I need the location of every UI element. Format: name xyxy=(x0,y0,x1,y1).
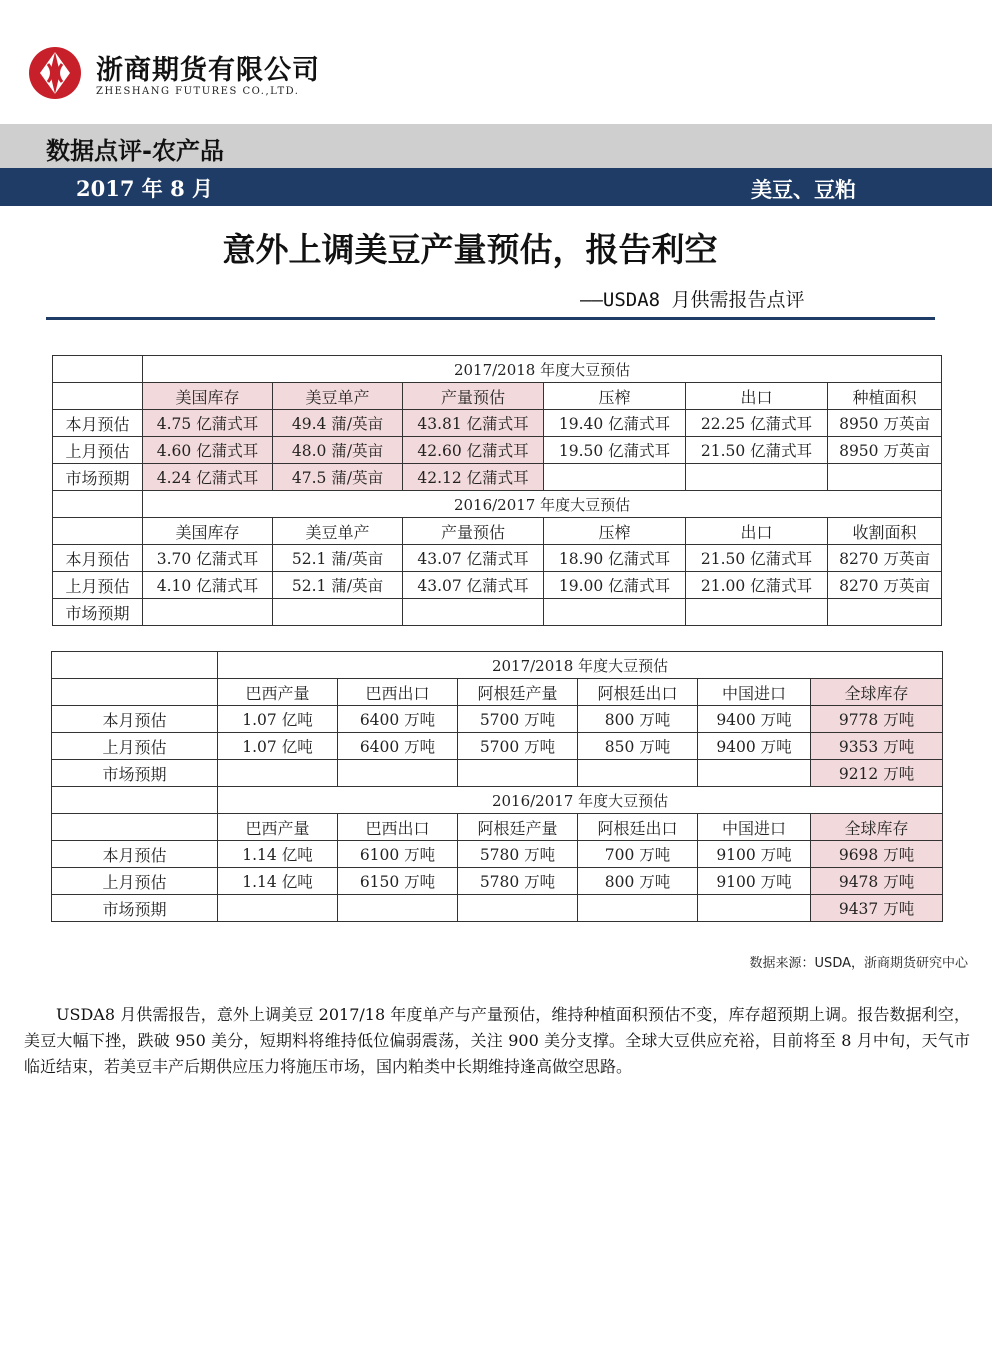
table-cell xyxy=(218,895,338,922)
data-source: 数据来源：USDA，浙商期货研究中心 xyxy=(749,956,968,971)
title-divider xyxy=(46,317,935,320)
table-cell: 19.00 亿蒲式耳 xyxy=(544,572,686,599)
table-cell: 47.5 蒲/英亩 xyxy=(273,464,403,491)
column-header: 美国库存 xyxy=(143,518,273,545)
table-cell xyxy=(698,760,811,787)
table-cell: 49.4 蒲/英亩 xyxy=(273,410,403,437)
table-cell: 5700 万吨 xyxy=(458,733,578,760)
table-cell: 18.90 亿蒲式耳 xyxy=(544,545,686,572)
row-label: 市场预期 xyxy=(52,760,218,787)
table-cell: 9778 万吨 xyxy=(811,706,943,733)
table-cell: 8950 万英亩 xyxy=(828,437,942,464)
company-name-en: ZHESHANG FUTURES CO.,LTD. xyxy=(96,86,300,97)
column-header: 产量预估 xyxy=(403,383,544,410)
corner-cell xyxy=(53,518,143,545)
table-cell: 1.07 亿吨 xyxy=(218,706,338,733)
table-row xyxy=(52,706,943,733)
table-cell: 6400 万吨 xyxy=(338,733,458,760)
table-cell: 21.00 亿蒲式耳 xyxy=(686,572,828,599)
column-header: 阿根廷出口 xyxy=(578,679,698,706)
column-header: 全球库存 xyxy=(811,814,943,841)
section-caption: 2017/2018 年度大豆预估 xyxy=(143,356,942,383)
table-row xyxy=(52,760,943,787)
column-header: 压榨 xyxy=(544,518,686,545)
column-header: 阿根廷产量 xyxy=(458,814,578,841)
corner-cell xyxy=(53,356,143,383)
table-cell: 9698 万吨 xyxy=(811,841,943,868)
table-cell xyxy=(273,599,403,626)
column-header-row xyxy=(52,679,943,706)
corner-cell xyxy=(52,652,218,679)
column-header: 出口 xyxy=(686,383,828,410)
table-cell xyxy=(458,760,578,787)
column-header-row xyxy=(52,814,943,841)
column-header-row xyxy=(53,383,942,410)
table-row xyxy=(53,572,942,599)
table-row xyxy=(52,868,943,895)
table-cell: 42.60 亿蒲式耳 xyxy=(403,437,544,464)
table-cell: 1.07 亿吨 xyxy=(218,733,338,760)
section-caption: 2016/2017 年度大豆预估 xyxy=(143,491,942,518)
corner-cell xyxy=(52,814,218,841)
table-cell: 21.50 亿蒲式耳 xyxy=(686,437,828,464)
column-header: 美豆单产 xyxy=(273,518,403,545)
table-cell: 6100 万吨 xyxy=(338,841,458,868)
report-type-band xyxy=(0,124,992,168)
table-cell: 1.14 亿吨 xyxy=(218,868,338,895)
row-label: 本月预估 xyxy=(53,545,143,572)
commentary-paragraph xyxy=(24,1002,970,1080)
table-cell xyxy=(338,895,458,922)
table-cell: 4.75 亿蒲式耳 xyxy=(143,410,273,437)
table-cell: 850 万吨 xyxy=(578,733,698,760)
column-header: 巴西出口 xyxy=(338,814,458,841)
table-cell xyxy=(698,895,811,922)
table-cell: 700 万吨 xyxy=(578,841,698,868)
section-caption: 2016/2017 年度大豆预估 xyxy=(218,787,943,814)
table-row xyxy=(53,410,942,437)
table-cell: 5780 万吨 xyxy=(458,841,578,868)
column-header: 巴西产量 xyxy=(218,679,338,706)
row-label: 本月预估 xyxy=(52,841,218,868)
table-row xyxy=(53,545,942,572)
report-category: 美豆、豆粕 xyxy=(751,178,856,202)
row-label: 本月预估 xyxy=(52,706,218,733)
table-cell: 19.40 亿蒲式耳 xyxy=(544,410,686,437)
table-cell: 9212 万吨 xyxy=(811,760,943,787)
table-cell: 8270 万英亩 xyxy=(828,545,942,572)
table-cell: 6150 万吨 xyxy=(338,868,458,895)
row-label: 上月预估 xyxy=(52,733,218,760)
table-cell: 800 万吨 xyxy=(578,868,698,895)
table-row xyxy=(52,841,943,868)
table-cell: 48.0 蒲/英亩 xyxy=(273,437,403,464)
row-label: 上月预估 xyxy=(52,868,218,895)
table-cell: 42.12 亿蒲式耳 xyxy=(403,464,544,491)
column-header: 巴西出口 xyxy=(338,679,458,706)
column-header: 巴西产量 xyxy=(218,814,338,841)
table-cell: 9100 万吨 xyxy=(698,841,811,868)
section-caption-row xyxy=(53,356,942,383)
date-category-band xyxy=(0,168,992,206)
table-cell: 19.50 亿蒲式耳 xyxy=(544,437,686,464)
commentary-text: USDA8 月供需报告，意外上调美豆 2017/18 年度单产与产量预估，维持种植面积预估不变，库存超预期上调。报告数据利空，美豆大幅下挫，跌破 950 美分，短期料将维持低位偏弱震荡，关注 900 美分支撑。全球大豆供应充裕，目前将至 8 月中旬，天气市临近结束，若美豆丰产后期供应压力将施压市场，国内粕类中长期维持逢高做空思路。 xyxy=(24,1005,970,1076)
corner-cell xyxy=(53,383,143,410)
row-label: 市场预期 xyxy=(52,895,218,922)
row-label: 本月预估 xyxy=(53,410,143,437)
table-cell xyxy=(828,599,942,626)
table-cell xyxy=(544,464,686,491)
table-cell: 52.1 蒲/英亩 xyxy=(273,572,403,599)
page-subtitle: ——USDA8 月供需报告点评 xyxy=(580,289,805,311)
table-cell: 9100 万吨 xyxy=(698,868,811,895)
table-cell: 4.60 亿蒲式耳 xyxy=(143,437,273,464)
table-cell xyxy=(686,599,828,626)
page-title: 意外上调美豆产量预估，报告利空 xyxy=(222,230,718,269)
table-cell: 6400 万吨 xyxy=(338,706,458,733)
table-cell: 43.07 亿蒲式耳 xyxy=(403,572,544,599)
section-caption-row xyxy=(52,787,943,814)
column-header: 收割面积 xyxy=(828,518,942,545)
column-header: 阿根廷出口 xyxy=(578,814,698,841)
corner-cell xyxy=(52,787,218,814)
table-cell xyxy=(338,760,458,787)
column-header: 中国进口 xyxy=(698,814,811,841)
section-caption-row xyxy=(53,491,942,518)
report-date: 2017 年 8 月 xyxy=(76,176,213,201)
table-cell: 8950 万英亩 xyxy=(828,410,942,437)
column-header: 产量预估 xyxy=(403,518,544,545)
table-cell: 43.81 亿蒲式耳 xyxy=(403,410,544,437)
table-cell: 9400 万吨 xyxy=(698,733,811,760)
row-label: 市场预期 xyxy=(53,464,143,491)
table-row xyxy=(53,599,942,626)
column-header: 美豆单产 xyxy=(273,383,403,410)
table-cell: 5780 万吨 xyxy=(458,868,578,895)
table-cell xyxy=(143,599,273,626)
row-label: 上月预估 xyxy=(53,437,143,464)
column-header: 美国库存 xyxy=(143,383,273,410)
global-soybean-estimates-table xyxy=(51,651,943,922)
table-cell xyxy=(828,464,942,491)
table-cell xyxy=(458,895,578,922)
column-header: 阿根廷产量 xyxy=(458,679,578,706)
row-label: 市场预期 xyxy=(53,599,143,626)
table-row xyxy=(52,895,943,922)
table-cell: 800 万吨 xyxy=(578,706,698,733)
table-cell: 22.25 亿蒲式耳 xyxy=(686,410,828,437)
column-header: 出口 xyxy=(686,518,828,545)
table-cell: 9437 万吨 xyxy=(811,895,943,922)
table-cell: 9353 万吨 xyxy=(811,733,943,760)
column-header-row xyxy=(53,518,942,545)
section-caption-row xyxy=(52,652,943,679)
row-label: 上月预估 xyxy=(53,572,143,599)
section-caption: 2017/2018 年度大豆预估 xyxy=(218,652,943,679)
table-cell: 4.10 亿蒲式耳 xyxy=(143,572,273,599)
table-cell: 8270 万英亩 xyxy=(828,572,942,599)
table-cell: 52.1 蒲/英亩 xyxy=(273,545,403,572)
corner-cell xyxy=(52,679,218,706)
table-cell xyxy=(578,760,698,787)
us-soybean-estimates-table xyxy=(52,355,942,626)
table-cell xyxy=(578,895,698,922)
company-name-cn: 浙商期货有限公司 xyxy=(96,55,320,86)
table-cell xyxy=(403,599,544,626)
table-cell: 4.24 亿蒲式耳 xyxy=(143,464,273,491)
table-row xyxy=(53,464,942,491)
column-header: 种植面积 xyxy=(828,383,942,410)
report-type: 数据点评-农产品 xyxy=(46,137,224,165)
column-header: 压榨 xyxy=(544,383,686,410)
table-cell: 3.70 亿蒲式耳 xyxy=(143,545,273,572)
corner-cell xyxy=(53,491,143,518)
table-cell: 5700 万吨 xyxy=(458,706,578,733)
table-row xyxy=(53,437,942,464)
table-cell: 43.07 亿蒲式耳 xyxy=(403,545,544,572)
table-cell: 9400 万吨 xyxy=(698,706,811,733)
column-header: 中国进口 xyxy=(698,679,811,706)
table-cell: 9478 万吨 xyxy=(811,868,943,895)
table-row xyxy=(52,733,943,760)
column-header: 全球库存 xyxy=(811,679,943,706)
table-cell xyxy=(218,760,338,787)
table-cell: 21.50 亿蒲式耳 xyxy=(686,545,828,572)
table-cell: 1.14 亿吨 xyxy=(218,841,338,868)
table-cell xyxy=(544,599,686,626)
company-logo xyxy=(28,46,82,100)
table-cell xyxy=(686,464,828,491)
